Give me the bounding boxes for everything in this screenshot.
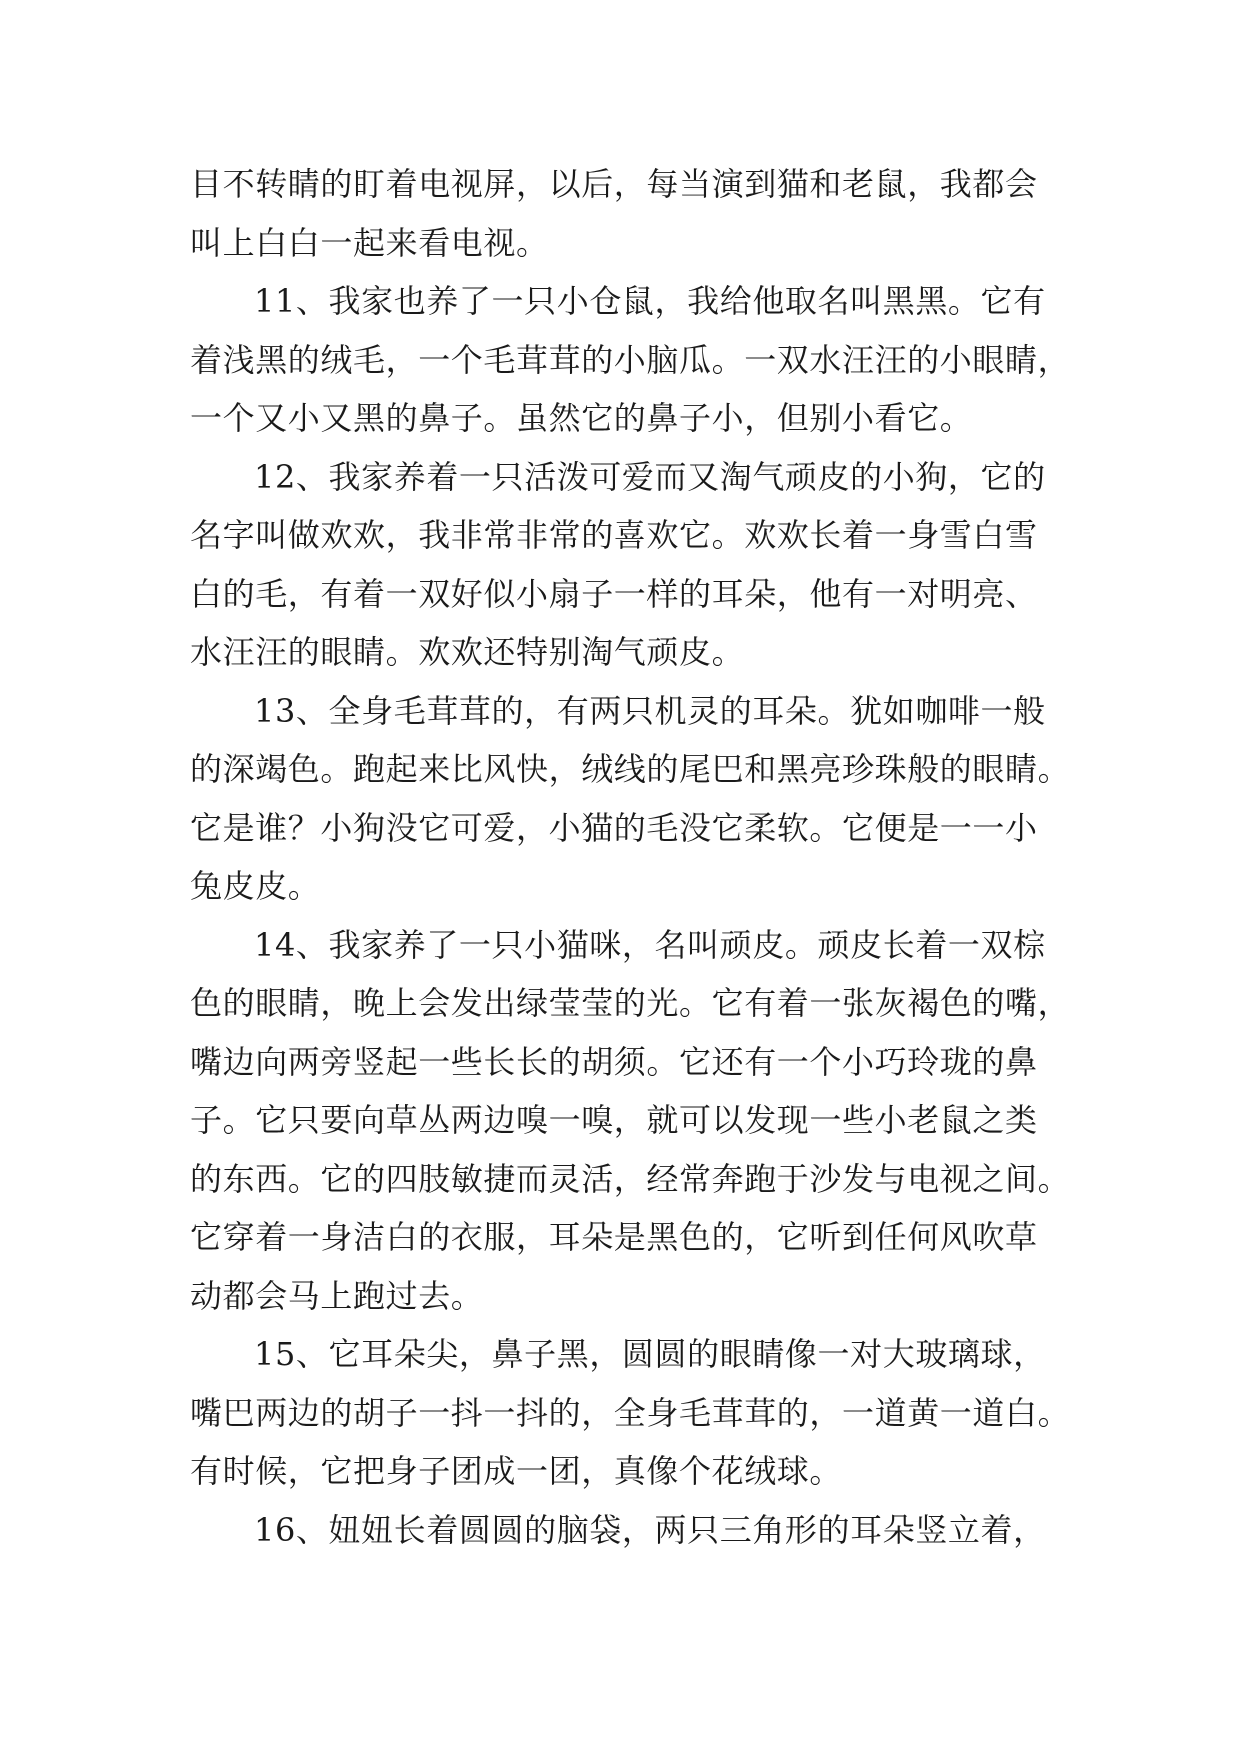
text-line: 着浅黑的绒毛，一个毛茸茸的小脑瓜。一双水汪汪的小眼睛，	[190, 340, 1071, 379]
text-line: 叫上白白一起来看电视。	[190, 223, 549, 262]
text-line: 的东西。它的四肢敏捷而灵活，经常奔跑于沙发与电视之间。	[190, 1159, 1071, 1198]
text-line: 白的毛，有着一双好似小扇子一样的耳朵，他有一对明亮、	[190, 574, 1038, 613]
text-line: 它是谁？小狗没它可爱，小猫的毛没它柔软。它便是一一小	[190, 808, 1038, 847]
text-line: 目不转睛的盯着电视屏，以后，每当演到猫和老鼠，我都会	[190, 165, 1038, 203]
text-line: 兔皮皮。	[190, 867, 321, 905]
text-line: 12、我家养着一只活泼可爱而又淘气顽皮的小狗，它的	[254, 457, 1046, 496]
text-line: 名字叫做欢欢，我非常非常的喜欢它。欢欢长着一身雪白雪	[190, 516, 1038, 554]
text-line: 一个又小又黑的鼻子。虽然它的鼻子小，但别小看它。	[190, 399, 973, 437]
text-line: 嘴巴两边的胡子一抖一抖的，全身毛茸茸的，一道黄一道白。	[190, 1393, 1071, 1432]
body-text	[190, 155, 1090, 1559]
text-line: 11、我家也养了一只小仓鼠，我给他取名叫黑黑。它有	[254, 282, 1046, 320]
text-line: 的深竭色。跑起来比风快，绒线的尾巴和黑亮珍珠般的眼睛。	[190, 750, 1071, 788]
text-line: 动都会马上跑过去。	[190, 1276, 484, 1315]
text-line: 有时候，它把身子团成一团，真像个花绒球。	[190, 1452, 843, 1490]
text-line: 子。它只要向草丛两边嗅一嗅，就可以发现一些小老鼠之类	[190, 1101, 1038, 1139]
text-line: 色的眼睛，晚上会发出绿莹莹的光。它有着一张灰褐色的嘴，	[190, 984, 1071, 1022]
text-line: 嘴边向两旁竖起一些长长的胡须。它还有一个小巧玲珑的鼻	[190, 1042, 1038, 1081]
text-line: 14、我家养了一只小猫咪，名叫顽皮。顽皮长着一双棕	[254, 925, 1046, 964]
text-line: 它穿着一身洁白的衣服，耳朵是黑色的，它听到任何风吹草	[190, 1218, 1038, 1256]
text-line: 16、妞妞长着圆圆的脑袋，两只三角形的耳朵竖立着，	[254, 1510, 1046, 1549]
text-line: 13、全身毛茸茸的，有两只机灵的耳朵。犹如咖啡一般	[254, 691, 1046, 730]
text-line: 水汪汪的眼睛。欢欢还特别淘气顽皮。	[190, 633, 745, 671]
text-line: 15、它耳朵尖，鼻子黑，圆圆的眼睛像一对大玻璃球，	[254, 1335, 1046, 1373]
